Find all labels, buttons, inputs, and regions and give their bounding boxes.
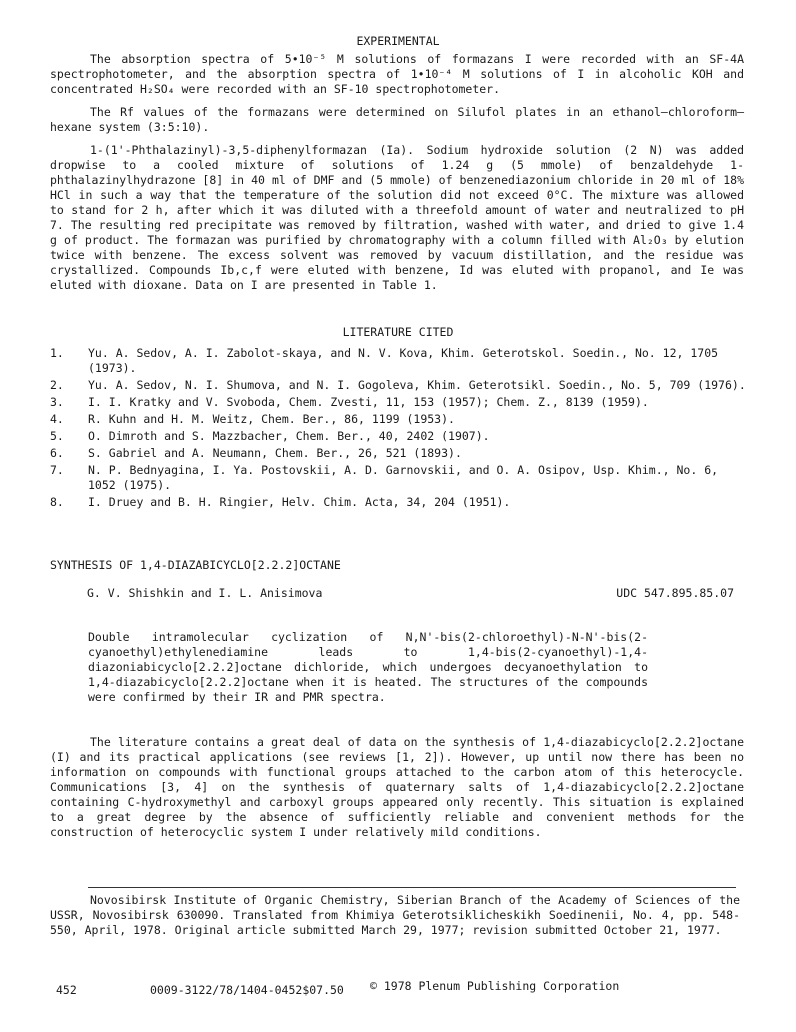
reference-text: S. Gabriel and A. Neumann, Chem. Ber., 26, 521 (1893). bbox=[88, 446, 462, 460]
experimental-paragraph-3: 1-(1'-Phthalazinyl)-3,5-diphenylformazan (Ia). Sodium hydroxide solution (2 N) was added dropwise to a cooled mixture of solutions of 1.24 g (5 mmole) of benzaldehyde 1-phthalazinylhydrazone [8] in 40 ml of DMF and (5 mmole) of benzenediazonium chloride in 20 ml of 18% HCl in such a way that the temperature of the solution did not exceed 0°C. The mixture was allowed to stand for 2 h, after which it was diluted with a threefold amount of water and neutralized to pH 7. The resulting red precipitate was removed by filtration, washed with water, and dried to give 1.4 g of product. The formazan was purified by chromatography with a column filled with Al₂O₃ by elution twice with benzene. The excess solvent was removed by vacuum distillation, and the residue was crystallized. Compounds Ib,c,f were eluted with benzene, Id was eluted with propanol, and Ie was eluted with dioxane. Data on I are presented in Table 1. bbox=[50, 143, 744, 292]
reference-item bbox=[50, 395, 750, 410]
reference-text: I. I. Kratky and V. Svoboda, Chem. Zvesti, 11, 153 (1957); Chem. Z., 8139 (1959). bbox=[88, 395, 649, 409]
reference-item bbox=[50, 446, 750, 461]
article-code: 0009-3122/78/1404-0452$07.50 bbox=[150, 983, 344, 997]
article-authors: G. V. Shishkin and I. L. Anisimova bbox=[87, 586, 323, 600]
literature-heading: LITERATURE CITED bbox=[342, 325, 454, 339]
reference-text: Yu. A. Sedov, N. I. Shumova, and N. I. Gogoleva, Khim. Geterotsikl. Soedin., No. 5, 709 (1976). bbox=[88, 378, 746, 392]
reference-number: 4. bbox=[50, 412, 64, 426]
page-number: 452 bbox=[56, 983, 77, 997]
experimental-heading: EXPERIMENTAL bbox=[356, 34, 440, 48]
reference-list bbox=[50, 346, 750, 512]
reference-item bbox=[50, 346, 750, 376]
reference-item bbox=[50, 412, 750, 427]
article-introduction: The literature contains a great deal of data on the synthesis of 1,4-diazabicyclo[2.2.2]octane (I) and its practical applications (see reviews [1, 2]). However, up until now there has been no information on compounds with functional groups attached to the carbon atom of this heterocycle. Communications [3, 4] on the synthesis of quaternary salts of 1,4-diazabicyclo[2.2.2]octane containing C-hydroxymethyl and carboxyl groups appeared only recently. This situation is explained to a great degree by the absence of sufficiently reliable and convenient methods for the construction of heterocyclic system I under relatively mild conditions. bbox=[50, 735, 744, 839]
reference-text: I. Druey and B. H. Ringier, Helv. Chim. Acta, 34, 204 (1951). bbox=[88, 495, 511, 509]
reference-text: R. Kuhn and H. M. Weitz, Chem. Ber., 86, 1199 (1953). bbox=[88, 412, 455, 426]
reference-text: Yu. A. Sedov, A. I. Zabolot-skaya, and N. V. Kova, Khim. Geterotskol. Soedin., No. 12, 1705 (1973). bbox=[88, 346, 719, 375]
reference-number: 8. bbox=[50, 495, 64, 509]
reference-item bbox=[50, 378, 750, 393]
reference-number: 3. bbox=[50, 395, 64, 409]
reference-number: 5. bbox=[50, 429, 64, 443]
article-abstract: Double intramolecular cyclization of N,N'-bis(2-chloroethyl)-N-N'-bis(2-cyanoethyl)ethylenediamine leads to 1,4-bis(2-cyanoethyl)-1,4-diazoniabicyclo[2.2.2]octane dichloride, which undergoes decyanoethylation to 1,4-diazabicyclo[2.2.2]octane when it is heated. The structures of the compounds were confirmed by their IR and PMR spectra. bbox=[88, 630, 648, 704]
article-title: SYNTHESIS OF 1,4-DIAZABICYCLO[2.2.2]OCTANE bbox=[50, 558, 341, 572]
reference-number: 7. bbox=[50, 463, 64, 477]
footnote-divider bbox=[88, 887, 736, 888]
reference-number: 2. bbox=[50, 378, 64, 392]
experimental-paragraph-2: The Rf values of the formazans were determined on Silufol plates in an ethanol—chloroform—hexane system (3:5:10). bbox=[50, 105, 744, 134]
copyright-notice: © 1978 Plenum Publishing Corporation bbox=[370, 979, 620, 993]
reference-item bbox=[50, 429, 750, 444]
experimental-paragraph-1: The absorption spectra of 5•10⁻⁵ M solutions of formazans I were recorded with an SF-4A spectrophotometer, and the absorption spectra of 1•10⁻⁴ M solutions of I in alcoholic KOH and concentrated H₂SO₄ were recorded with an SF-10 spectrophotometer. bbox=[50, 52, 744, 96]
reference-item bbox=[50, 463, 750, 493]
reference-number: 6. bbox=[50, 446, 64, 460]
reference-text: N. P. Bednyagina, I. Ya. Postovskii, A. D. Garnovskii, and O. A. Osipov, Usp. Khim., No. 6, 1052 (1975). bbox=[88, 463, 719, 492]
reference-item bbox=[50, 495, 750, 510]
udc-code: UDC 547.895.85.07 bbox=[616, 586, 734, 600]
affiliation-footnote: Novosibirsk Institute of Organic Chemistry, Siberian Branch of the Academy of Sciences of the USSR, Novosibirsk 630090. Translated from Khimiya Geterotsiklicheskikh Soedinenii, No. 4, pp. 548-550, April, 1978. Original article submitted March 29, 1977; revision submitted October 21, 1977. bbox=[50, 893, 740, 937]
reference-text: O. Dimroth and S. Mazzbacher, Chem. Ber., 40, 2402 (1907). bbox=[88, 429, 490, 443]
reference-number: 1. bbox=[50, 346, 64, 360]
